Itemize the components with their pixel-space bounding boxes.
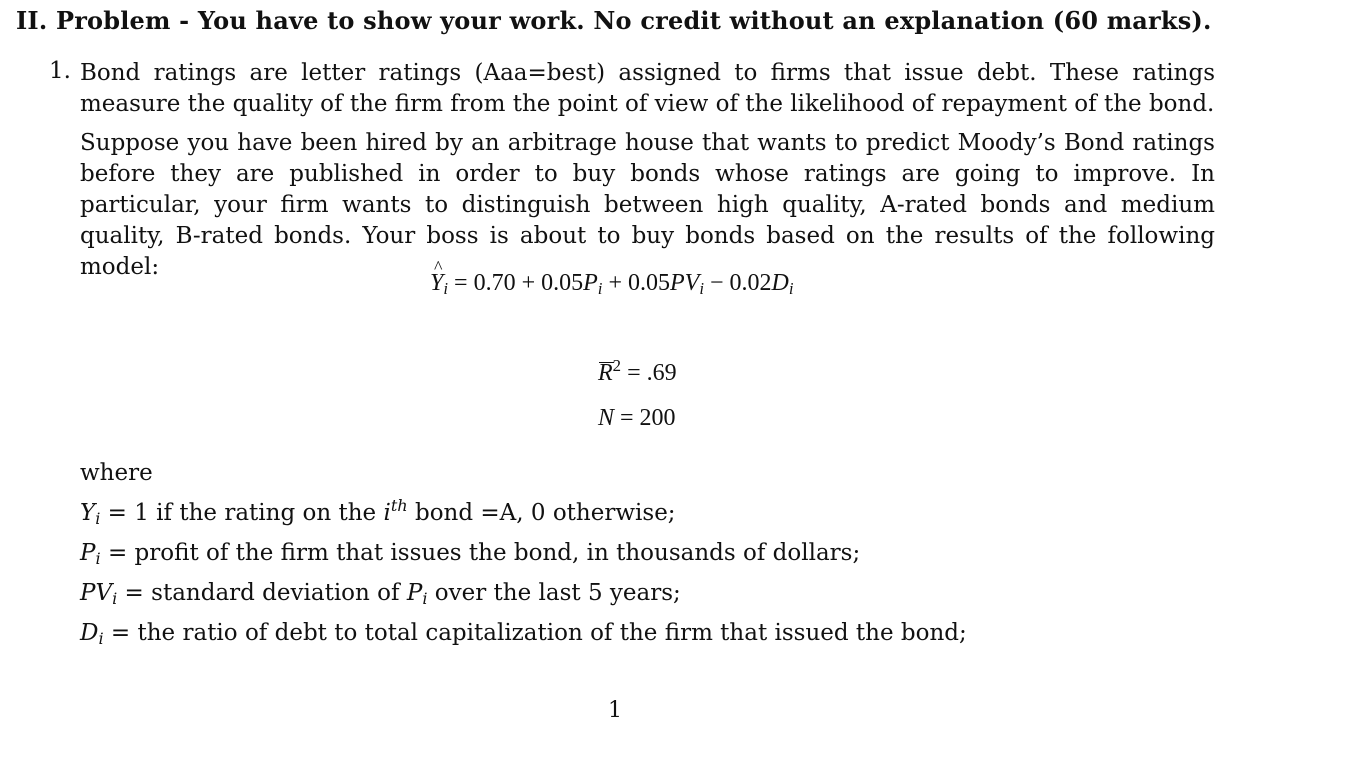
sample-size: N = 200: [598, 405, 676, 431]
definition-y-ordinal: th: [390, 496, 408, 516]
r2-value: = .69: [621, 360, 677, 386]
definition-pv-text-a: = standard deviation of: [117, 580, 407, 606]
page-number: 1: [608, 698, 622, 723]
equation-d-term: − 0.02: [704, 270, 772, 296]
definition-y-text-a: = 1 if the rating on the: [100, 500, 384, 526]
definition-y-text-b: bond =A, 0 otherwise;: [407, 500, 676, 526]
definition-p: $P_i$ = profit of the firm that issues the bond, in thousands of dollars;: [80, 540, 861, 569]
definition-pv: $PV_i$ = standard deviation of $P_i$ over the last 5 years;: [80, 580, 681, 609]
equation-intercept: = 0.70 + 0.05: [454, 270, 584, 296]
regression-equation: ^ $Y_i = 0.70 + 0.05P_i + 0.05PV_i - 0.02D_i$: [430, 270, 794, 297]
paragraph-scenario: Suppose you have been hired by an arbitrage house that wants to predict Moody’s Bond ratings before they are published in order to buy bonds whose ratings are going to improve. In particular, your firm wants to distinguish between high quality, A-rated bonds and medium quality, B-rated bonds. Your boss is about to buy bonds based on the results of the following model:: [80, 130, 1215, 280]
paragraph-intro: Bond ratings are letter ratings (Aaa=best) assigned to firms that issue debt. These ratings measure the quality of the firm from the point of view of the likelihood of repayment of the bond.: [80, 60, 1215, 117]
definition-p-text: = profit of the firm that issues the bond, in thousands of dollars;: [100, 540, 861, 566]
adjusted-r-squared: $R^2 = .69$: [598, 355, 677, 386]
n-value: = 200: [614, 405, 676, 431]
where-label: where: [80, 460, 153, 486]
definition-pv-text-b: over the last 5 years;: [427, 580, 681, 606]
section-heading: II. Problem - You have to show your work. No credit without an explanation (60 marks).: [16, 6, 1212, 35]
definition-d: $D_i$ = the ratio of debt to total capitalization of the firm that issued the bond;: [80, 620, 967, 649]
definition-y: $Y_i = 1$ if the rating on the $i^{th}$ bond =A, 0 otherwise;: [80, 496, 676, 529]
equation-pv-term: + 0.05: [602, 270, 670, 296]
definition-d-text: = the ratio of debt to total capitalization of the firm that issued the bond;: [103, 620, 967, 646]
item-number: 1.: [49, 58, 71, 84]
